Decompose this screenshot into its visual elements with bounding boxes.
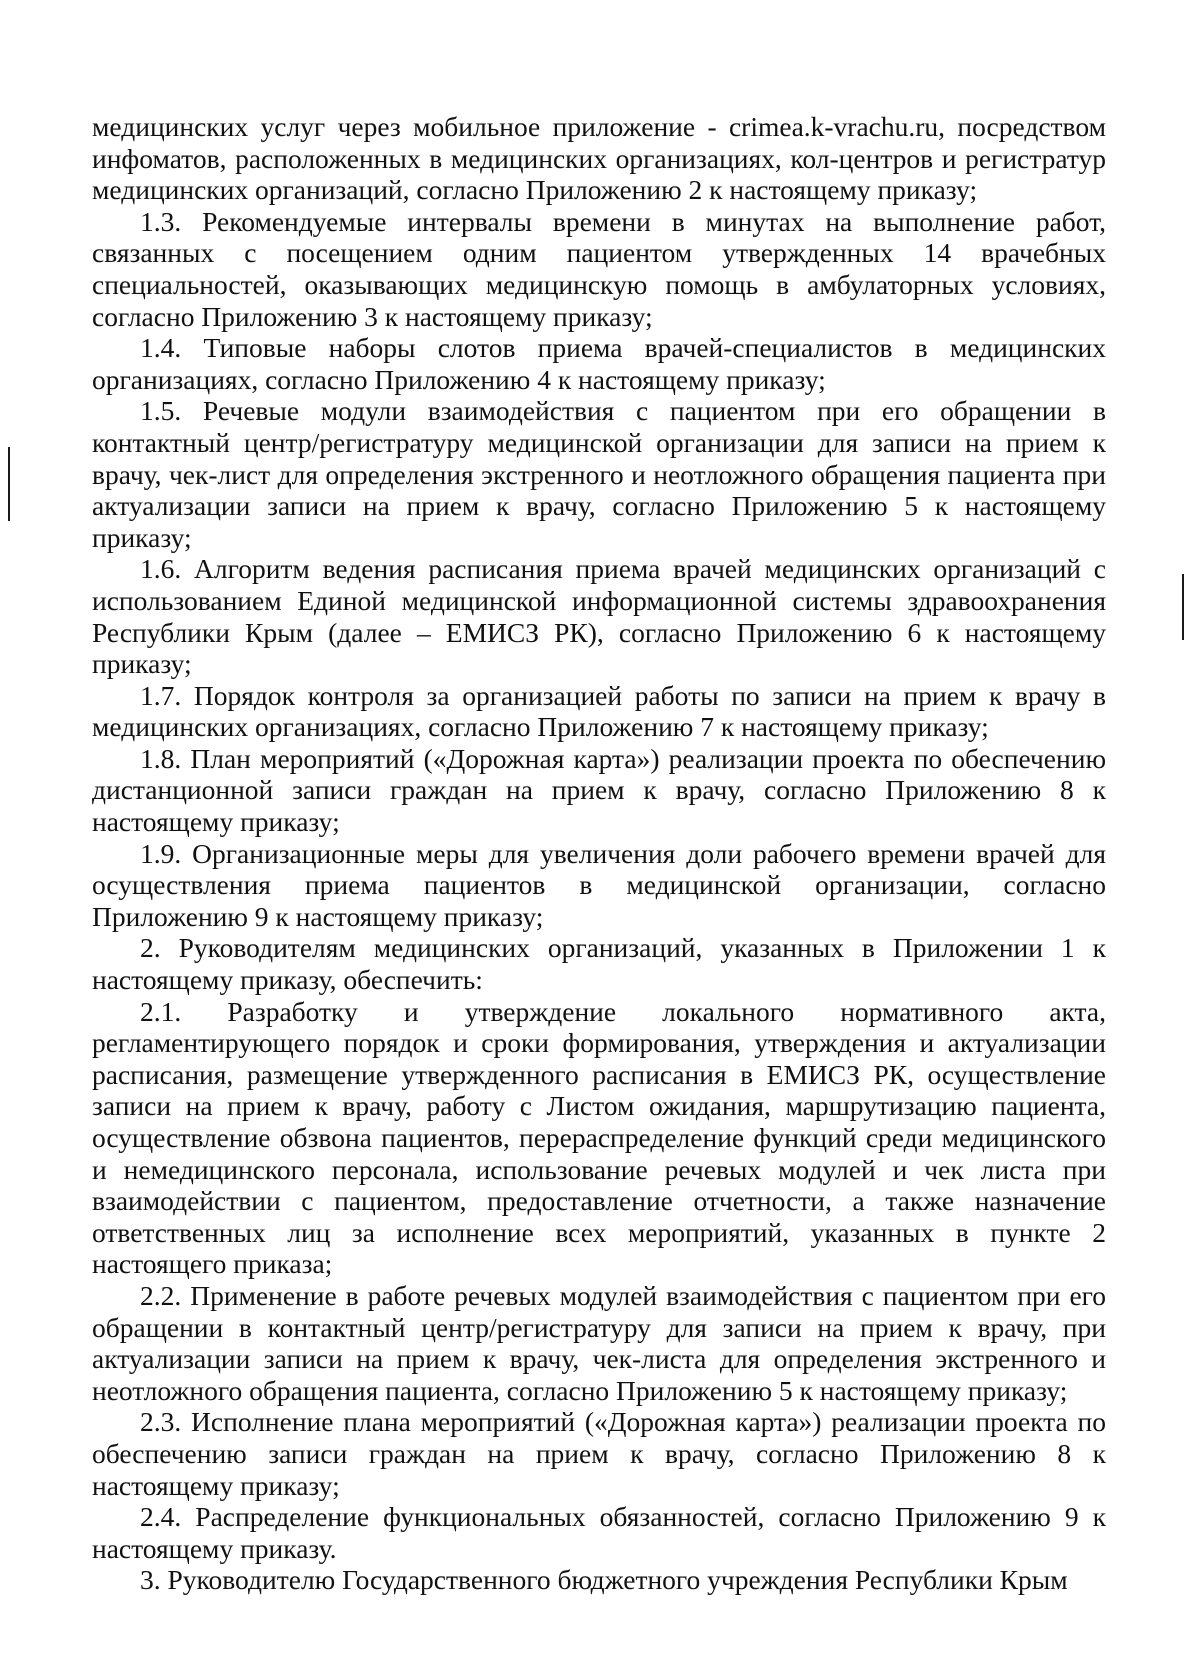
paragraph-3: 3. Руководителю Государственного бюджетного учреждения Республики Крым [140, 1564, 1068, 1596]
paragraph-continuation: медицинских услуг через мобильное приложение - crimea.k-vrachu.ru, посредством инфоматов, расположенных в медицинских организациях, кол-центров и регистратур медицинских организаций, согласно Приложению 2 к настоящему приказу; [92, 111, 1106, 206]
paragraph-2-3: 2.3. Исполнение плана мероприятий («Дорожная карта») реализации проекта по обеспечению записи граждан на прием к врачу, согласно Приложению 8 к настоящему приказу; [92, 1406, 1106, 1501]
margin-mark-right [1182, 574, 1184, 640]
paragraph-1-7: 1.7. Порядок контроля за организацией работы по записи на прием к врачу в медицинских организациях, согласно Приложению 7 к настоящему приказу; [92, 679, 1106, 743]
paragraph-1-6: 1.6. Алгоритм ведения расписания приема врачей медицинских организаций с использованием Единой медицинской информационной системы здравоохранения Республики Крым (далее – ЕМИСЗ РК), согласно Приложению 6 к настоящему приказу; [92, 553, 1106, 680]
paragraph-2-4: 2.4. Распределение функциональных обязанностей, согласно Приложению 9 к настоящему приказу. [92, 1501, 1106, 1564]
paragraph-2-2: 2.2. Применение в работе речевых модулей взаимодействия с пациентом при его обращении в контактный центр/регистратуру для записи на прием к врачу, при актуализации записи на прием к врачу, чек-листа для определения экстренного и неотложного обращения пациента, согласно Приложению 5 к настоящему приказу; [92, 1279, 1106, 1406]
paragraph-1-4: 1.4. Типовые наборы слотов приема врачей-специалистов в медицинских организациях, согласно Приложению 4 к настоящему приказу; [92, 332, 1106, 395]
document-body [92, 111, 1106, 1596]
paragraph-1-9: 1.9. Организационные меры для увеличения доли рабочего времени врачей для осуществления приема пациентов в медицинской организации, согласно Приложению 9 к настоящему приказу; [92, 837, 1106, 932]
margin-mark-left [8, 447, 10, 521]
paragraph-2: 2. Руководителям медицинских организаций, указанных в Приложении 1 к настоящему приказу, обеспечить: [92, 932, 1106, 996]
paragraph-1-3: 1.3. Рекомендуемые интервалы времени в минутах на выполнение работ, связанных с посещением одним пациентом утвержденных 14 врачебных специальностей, оказывающих медицинскую помощь в амбулаторных условиях, согласно Приложению 3 к настоящему приказу; [92, 205, 1106, 332]
paragraph-1-5: 1.5. Речевые модули взаимодействия с пациентом при его обращении в контактный центр/регистратуру медицинской организации для записи на прием к врачу, чек-лист для определения экстренного и неотложного обращения пациента при актуализации записи на прием к врачу, согласно Приложению 5 к настоящему приказу; [92, 395, 1106, 553]
paragraph-2-1: 2.1. Разработку и утверждение локального нормативного акта, регламентирующего порядок и сроки формирования, утверждения и актуализации расписания, размещение утвержденного расписания в ЕМИСЗ РК, осуществление записи на прием к врачу, работу с Листом ожидания, маршрутизацию пациента, осуществление обзвона пациентов, перераспределение функций среди медицинского и немедицинского персонала, использование речевых модулей и чек листа при взаимодействии с пациентом, предоставление отчетности, а также назначение ответственных лиц за исполнение всех мероприятий, указанных в пункте 2 настоящего приказа; [92, 995, 1106, 1280]
paragraph-1-8: 1.8. План мероприятий («Дорожная карта») реализации проекта по обеспечению дистанционной записи граждан на прием к врачу, согласно Приложению 8 к настоящему приказу; [92, 742, 1106, 838]
